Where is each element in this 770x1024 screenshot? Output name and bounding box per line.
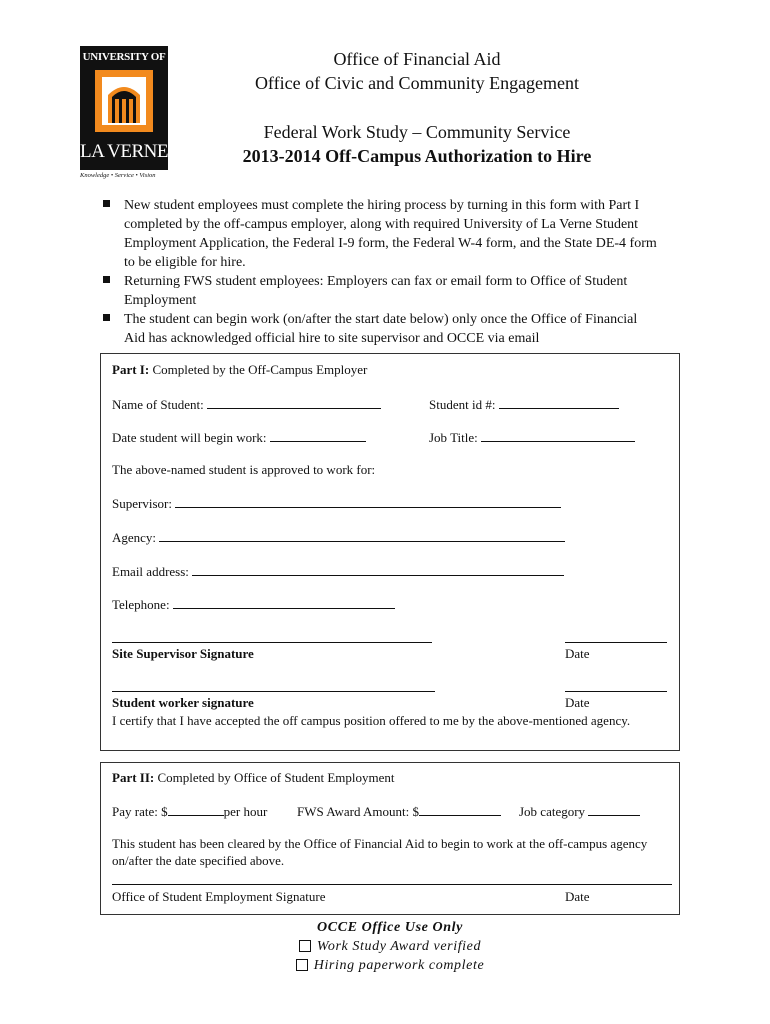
supervisor-field[interactable]: Supervisor:: [112, 495, 561, 512]
occe-title: OCCE Office Use Only: [317, 920, 463, 935]
part-1-section: [100, 353, 680, 751]
job-title-field[interactable]: Job Title:: [429, 429, 635, 446]
list-item: Returning FWS student employees: Employers can fax or email form to Office of Student Employment: [100, 272, 660, 310]
part-2-heading: Part II: Completed by Office of Student Employment: [112, 770, 395, 785]
checkbox-icon[interactable]: [299, 940, 311, 952]
ose-signature-line[interactable]: [112, 884, 672, 885]
logo-tagline: Knowledge • Service • Vision: [80, 172, 156, 179]
pay-rate-field[interactable]: Pay rate: $ per hour: [112, 804, 268, 819]
logo-top-text: UNIVERSITY OF: [82, 51, 166, 63]
list-item: New student employees must complete the hiring process by turning in this form with Part I completed by the off-campus employer, along with required University of La Verne Student Employment Application, the Federal I-9 form, the Federal W-4 form, and the State DE-4 form to be eligible for hire.: [100, 196, 660, 272]
student-name-field[interactable]: Name of Student:: [112, 396, 381, 413]
cleared-text: This student has been cleared by the Office of Financial Aid to begin to work at the off-campus agency on/after the date specified above.: [112, 836, 648, 868]
certify-text: I certify that I have accepted the off campus position offered to me by the above-mentioned agency.: [112, 713, 631, 728]
header-line-2: Office of Civic and Community Engagement: [254, 73, 580, 93]
date-label: Date: [565, 646, 590, 661]
date-label: Date: [565, 889, 590, 904]
telephone-field[interactable]: Telephone:: [112, 596, 395, 613]
logo-bottom-text: LA VERNE: [80, 141, 169, 162]
bullet-icon: [103, 276, 110, 283]
hiring-paperwork-checkbox[interactable]: Hiring paperwork complete: [240, 956, 540, 975]
checkbox-icon[interactable]: [296, 959, 308, 971]
student-signature-label: Student worker signature: [112, 695, 254, 710]
header-line-1: Office of Financial Aid: [333, 49, 501, 69]
instructions-list: [100, 196, 660, 348]
site-supervisor-date-line[interactable]: [565, 642, 667, 643]
work-study-verified-checkbox[interactable]: Work Study Award verified: [240, 937, 540, 956]
start-date-field[interactable]: Date student will begin work:: [112, 429, 366, 446]
university-logo: [80, 46, 168, 170]
part-1-heading: Part I: Completed by the Off-Campus Employer: [112, 362, 368, 377]
bullet-icon: [103, 314, 110, 321]
part-2-section: [100, 762, 680, 915]
list-item: The student can begin work (on/after the start date below) only once the Office of Financial Aid has acknowledged official hire to site supervisor and OCCE via email: [100, 310, 660, 348]
occe-office-use: [240, 918, 540, 975]
bullet-icon: [103, 200, 110, 207]
logo-emblem-icon: [95, 70, 153, 132]
ose-signature-label: Office of Student Employment Signature: [112, 889, 326, 904]
site-supervisor-signature-line[interactable]: [112, 642, 432, 643]
date-label: Date: [565, 695, 590, 710]
fws-award-field[interactable]: FWS Award Amount: $: [297, 803, 501, 820]
job-category-field[interactable]: Job category: [519, 803, 640, 820]
student-signature-line[interactable]: [112, 691, 435, 692]
email-field[interactable]: Email address:: [112, 563, 564, 580]
student-date-line[interactable]: [565, 691, 667, 692]
header-line-3: Federal Work Study – Community Service: [263, 122, 571, 142]
approved-text: The above-named student is approved to work for:: [112, 462, 376, 477]
page-title: 2013-2014 Off-Campus Authorization to Hire: [242, 146, 592, 166]
student-id-field[interactable]: Student id #:: [429, 396, 619, 413]
site-supervisor-signature-label: Site Supervisor Signature: [112, 646, 254, 661]
agency-field[interactable]: Agency:: [112, 529, 565, 546]
